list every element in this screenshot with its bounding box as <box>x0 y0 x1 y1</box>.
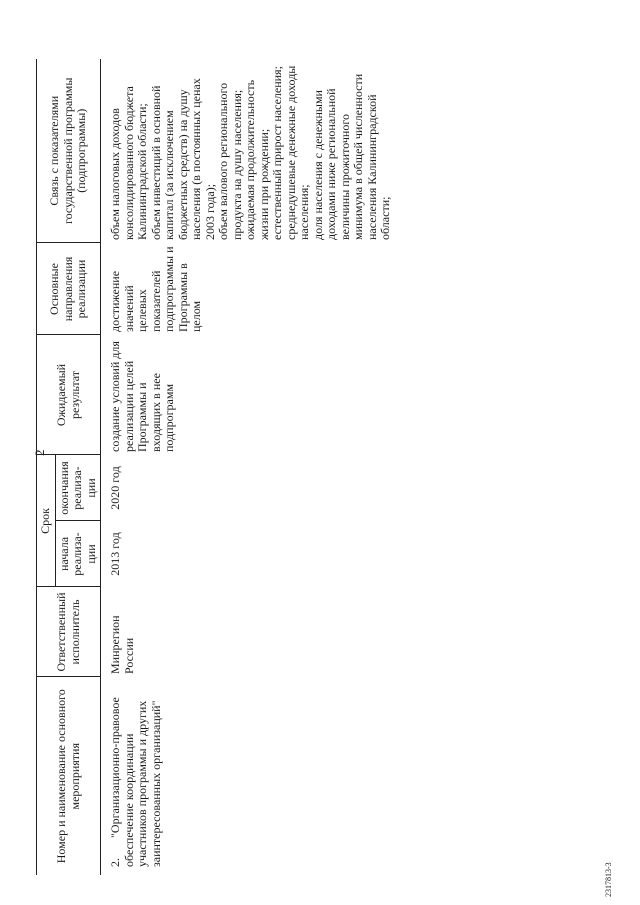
row-number: 2. <box>108 858 122 867</box>
cell-indicators <box>101 59 393 243</box>
indicator-item: естественный прирост населения; <box>270 66 284 240</box>
header-term: Срок <box>37 455 56 587</box>
indicator-item: объем налоговых доходов консолидированного бюджета Калининградской области; <box>108 86 149 240</box>
header-term-start: начала реализа-ции <box>55 521 101 587</box>
header-indicators: Связь с показателями государственной программы (подпрограммы) <box>37 59 101 243</box>
indicator-item: объем инвестиций в основной капитал (за исключением бюджетных средств) на душу населения (в постоянных ценах 2003 года); <box>148 78 217 240</box>
header-term-end: окончания реализа-ции <box>55 455 101 521</box>
cell-start: 2013 год <box>108 532 122 576</box>
header-result: Ожидаемый результат <box>37 335 101 455</box>
cell-directions: достижение значений целевых показателей подпрограммы и Программы в целом <box>108 246 203 332</box>
indicator-item: среднедушевые денежные доходы населения; <box>283 65 311 240</box>
cell-end: 2020 год <box>108 466 122 510</box>
table-row <box>101 59 393 875</box>
cell-executor: Минрегион России <box>108 615 136 674</box>
row-name: "Организационно-правовое обеспечение координации участников программы и других заинтересованных организаций" <box>108 697 163 867</box>
header-directions: Основные направления реализации <box>37 243 101 335</box>
header-name: Номер и наименование основного мероприятия <box>37 677 101 875</box>
header-row <box>37 59 56 875</box>
indicator-item: доля населения с денежными доходами ниже региональной величины прожиточного минимума в общей численности населения Калининградской области; <box>310 73 392 240</box>
indicator-item: объем валового регионального продукта на душу населения; <box>216 82 244 240</box>
indicator-item: ожидаемая продолжительность жизни при рождении; <box>243 79 271 240</box>
document-code: 2317813-3 <box>604 862 613 897</box>
cell-result: создание условий для реализации целей Программы и входящих в нее подпрограмм <box>108 341 176 452</box>
measures-table <box>36 59 393 875</box>
page-number: 2 <box>32 449 47 456</box>
cell-name <box>101 677 393 875</box>
header-executor: Ответственный исполнитель <box>37 587 101 677</box>
